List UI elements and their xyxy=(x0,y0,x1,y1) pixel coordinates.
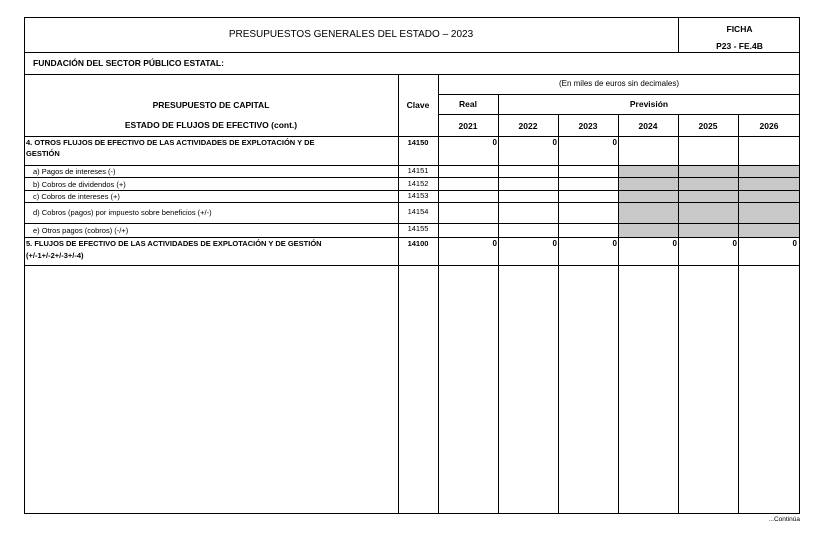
row-d-clave: 14154 xyxy=(407,207,429,216)
line-row5-bottom xyxy=(24,265,800,266)
year-2023: 2023 xyxy=(578,121,598,131)
row-b-clave: 14152 xyxy=(407,179,429,188)
row-a-clave: 14151 xyxy=(407,166,429,175)
table-title-1: PRESUPUESTO DE CAPITAL xyxy=(152,100,270,110)
line-row-c xyxy=(24,202,800,203)
prevision-header: Previsión xyxy=(629,99,669,109)
line-row-a xyxy=(24,177,800,178)
year-2024: 2024 xyxy=(638,121,658,131)
row-4-label-cont: GESTIÓN xyxy=(26,149,60,158)
row-e-label: e) Otros pagos (cobros) (-/+) xyxy=(33,226,129,235)
year-2022: 2022 xyxy=(518,121,538,131)
row-4-val-2023: 0 xyxy=(612,138,617,147)
row-5-val-2023: 0 xyxy=(612,239,617,248)
year-2026: 2026 xyxy=(759,121,779,131)
col-line-real-left xyxy=(438,74,439,514)
row-4-label: 4. OTROS FLUJOS DE EFECTIVO DE LAS ACTIVIDADES DE EXPLOTACIÓN Y DE xyxy=(26,138,315,147)
col-line-2025-left xyxy=(678,114,679,514)
row-5-val-2026: 0 xyxy=(792,239,797,248)
page-title: PRESUPUESTOS GENERALES DEL ESTADO – 2023 xyxy=(228,29,474,40)
ficha-label: FICHA xyxy=(726,24,753,34)
continua-note: ...Continúa xyxy=(768,516,800,523)
row-c-clave: 14153 xyxy=(407,191,429,200)
ficha-code: P23 - FE.4B xyxy=(716,41,763,51)
row-4-clave: 14150 xyxy=(407,138,429,147)
clave-header: Clave xyxy=(406,100,430,110)
row-4-val-2021: 0 xyxy=(492,138,497,147)
shaded-cells xyxy=(618,165,799,237)
row-5-label: 5. FLUJOS DE EFECTIVO DE LAS ACTIVIDADES DE EXPLOTACIÓN Y DE GESTIÓN xyxy=(26,239,322,248)
col-line-2023-left xyxy=(558,114,559,514)
row-5-val-2024: 0 xyxy=(672,239,677,248)
units-note: (En miles de euros sin decimales) xyxy=(558,79,680,88)
col-line-2024-left xyxy=(618,114,619,514)
row-5-val-2025: 0 xyxy=(732,239,737,248)
col-line-2026-left xyxy=(738,114,739,514)
real-header: Real xyxy=(459,99,477,109)
line-row-e xyxy=(24,237,800,238)
year-2021: 2021 xyxy=(458,121,478,131)
line-prevision xyxy=(438,114,800,115)
row-a-label: a) Pagos de intereses (-) xyxy=(33,167,116,176)
row-4-val-2022: 0 xyxy=(552,138,557,147)
row-c-label: c) Cobros de intereses (+) xyxy=(33,192,120,201)
row-5-clave: 14100 xyxy=(407,239,429,248)
line-header-bottom xyxy=(24,136,800,137)
row-b-label: b) Cobros de dividendos (+) xyxy=(33,180,126,189)
line-units xyxy=(438,94,800,95)
row-5-label-cont: (+/-1+/-2+/-3+/-4) xyxy=(26,251,84,260)
col-line-2022-left xyxy=(498,94,499,514)
row-d-label: d) Cobros (pagos) por impuesto sobre beneficios (+/-) xyxy=(33,208,212,217)
row-5-val-2022: 0 xyxy=(552,239,557,248)
table-title-2: ESTADO DE FLUJOS DE EFECTIVO (cont.) xyxy=(124,120,298,130)
row-5-val-2021: 0 xyxy=(492,239,497,248)
year-2025: 2025 xyxy=(698,121,718,131)
entity-label: FUNDACIÓN DEL SECTOR PÚBLICO ESTATAL: xyxy=(33,58,224,68)
row-e-clave: 14155 xyxy=(407,224,429,233)
